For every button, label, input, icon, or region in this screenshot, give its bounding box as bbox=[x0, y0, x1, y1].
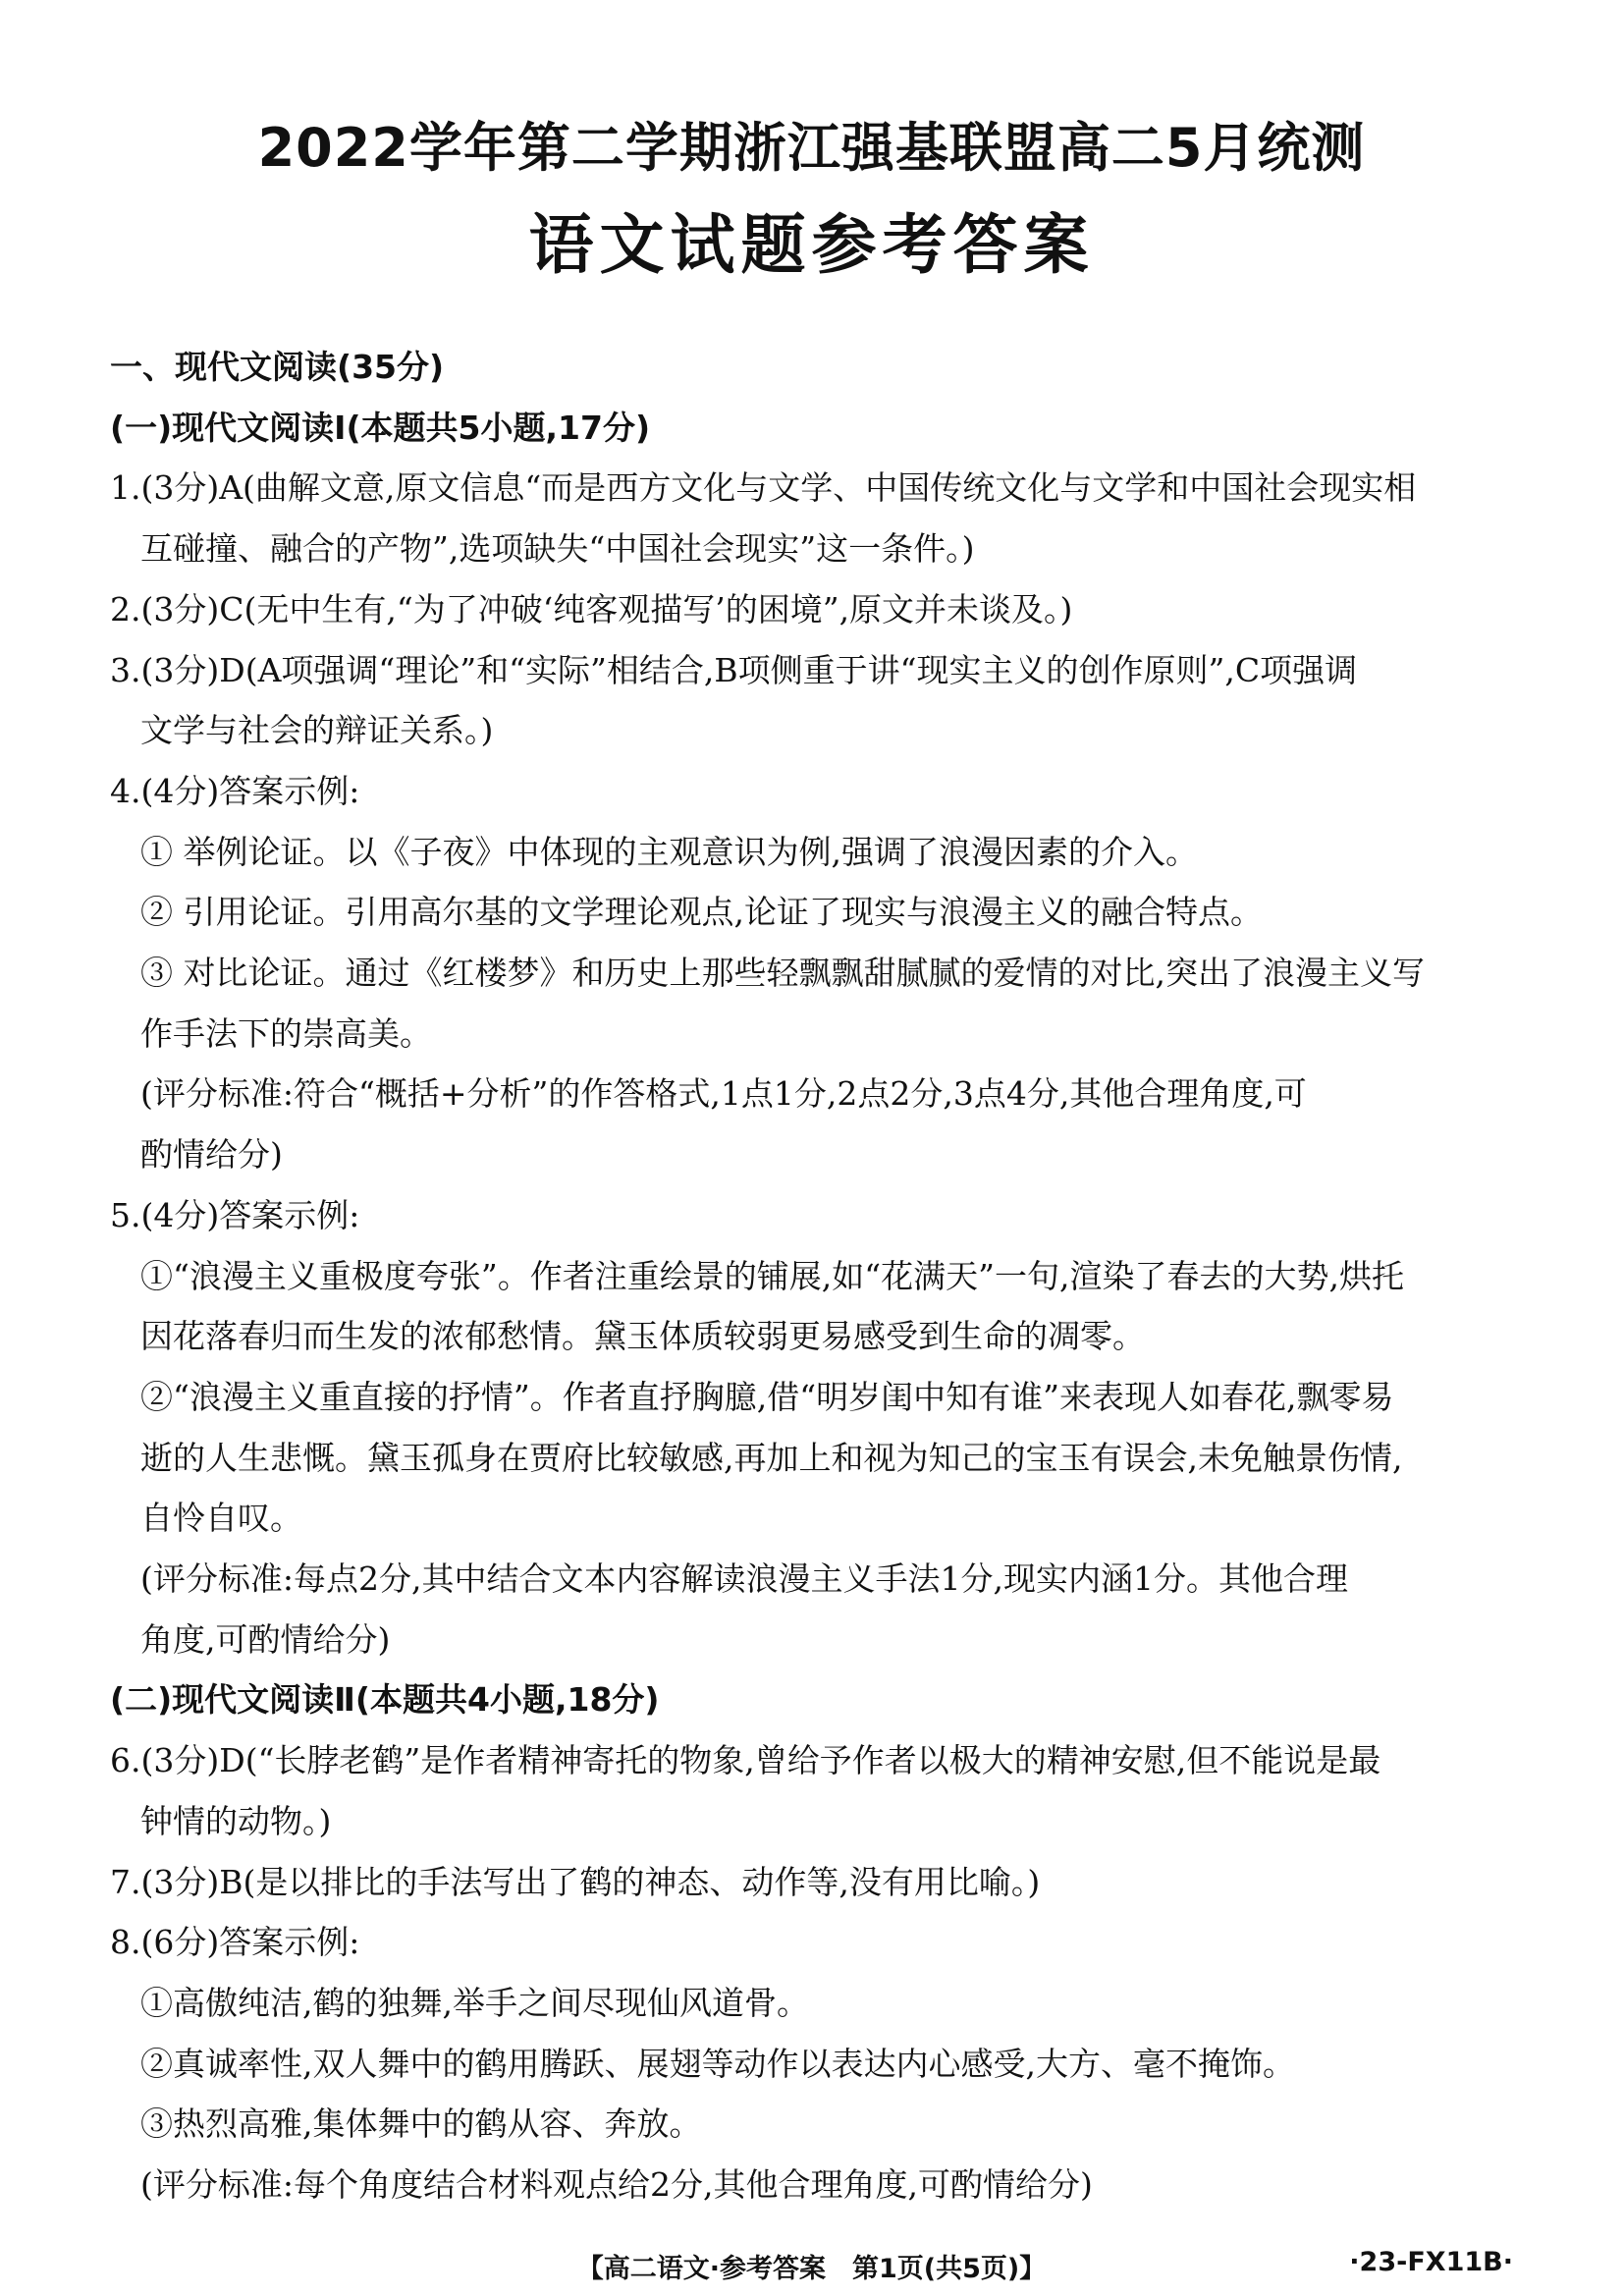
answer-continuation-line: ③ 对比论证。通过《红楼梦》和历史上那些轻飘飘甜腻腻的爱情的对比,突出了浪漫主义写 bbox=[140, 954, 1425, 992]
question-answer-line: 6.(3分)D(“长脖老鹤”是作者精神寄托的物象,曾给予作者以极大的精神安慰,但不能说是最 bbox=[110, 1741, 1381, 1779]
answer-continuation-line: 钟情的动物。) bbox=[140, 1802, 332, 1840]
answer-continuation-line: 因花落春归而生发的浓郁愁情。黛玉体质较弱更易感受到生命的凋零。 bbox=[140, 1317, 1145, 1355]
answer-continuation-line: 酌情给分) bbox=[140, 1135, 283, 1174]
section-heading: (二)现代文阅读Ⅱ(本题共4小题,18分) bbox=[110, 1680, 660, 1719]
answer-continuation-line: (评分标准:符合“概括+分析”的作答格式,1点1分,2点2分,3点4分,其他合理角度,可 bbox=[140, 1074, 1307, 1113]
answer-continuation-line: ①“浪漫主义重极度夸张”。作者注重绘景的铺展,如“花满天”一句,渲染了春去的大势,烘托 bbox=[140, 1257, 1404, 1295]
question-answer-line: 1.(3分)A(曲解文意,原文信息“而是西方文化与文学、中国传统文化与文学和中国社会现实相 bbox=[110, 468, 1417, 507]
exam-title: 2022学年第二学期浙江强基联盟高二5月统测 bbox=[257, 117, 1366, 179]
answer-continuation-line: ① 举例论证。以《子夜》中体现的主观意识为例,强调了浪漫因素的介入。 bbox=[140, 833, 1198, 871]
answer-continuation-line: 逝的人生悲慨。黛玉孤身在贾府比较敏感,再加上和视为知己的宝玉有误会,未免触景伤情, bbox=[140, 1439, 1403, 1477]
question-answer-line: 5.(4分)答案示例: bbox=[110, 1196, 360, 1234]
answer-continuation-line: 互碰撞、融合的产物”,选项缺失“中国社会现实”这一条件。) bbox=[140, 529, 975, 568]
footer-page-info: 【高二语文·参考答案 第1页(共5页)】 bbox=[576, 2254, 1047, 2284]
answer-continuation-line: ③热烈高雅,集体舞中的鹤从容、奔放。 bbox=[140, 2105, 702, 2143]
answer-continuation-line: 角度,可酌情给分) bbox=[140, 1620, 391, 1659]
section-heading: 一、现代文阅读(35分) bbox=[110, 348, 445, 386]
answer-continuation-line: 自怜自叹。 bbox=[140, 1499, 302, 1537]
question-answer-line: 2.(3分)C(无中生有,“为了冲破‘纯客观描写’的困境”,原文并未谈及。) bbox=[110, 590, 1073, 629]
answer-continuation-line: ② 引用论证。引用高尔基的文学理论观点,论证了现实与浪漫主义的融合特点。 bbox=[140, 893, 1263, 931]
answer-continuation-line: ②真诚率性,双人舞中的鹤用腾跃、展翅等动作以表达内心感受,大方、毫不掩饰。 bbox=[140, 2045, 1295, 2083]
section-heading: (一)现代文阅读Ⅰ(本题共5小题,17分) bbox=[110, 409, 651, 447]
document-title: 语文试题参考答案 bbox=[528, 207, 1095, 283]
question-answer-line: 3.(3分)D(A项强调“理论”和“实际”相结合,B项侧重于讲“现实主义的创作原则”,C项强调 bbox=[110, 651, 1358, 689]
answer-continuation-line: 文学与社会的辩证关系。) bbox=[140, 711, 494, 749]
answer-continuation-line: ①高傲纯洁,鹤的独舞,举手之间尽现仙风道骨。 bbox=[140, 1984, 809, 2022]
question-answer-line: 7.(3分)B(是以排比的手法写出了鹤的神态、动作等,没有用比喻。) bbox=[110, 1863, 1041, 1901]
question-answer-line: 8.(6分)答案示例: bbox=[110, 1923, 360, 1961]
answer-continuation-line: (评分标准:每个角度结合材料观点给2分,其他合理角度,可酌情给分) bbox=[140, 2165, 1093, 2204]
footer-code: ·23-FX11B· bbox=[1349, 2247, 1513, 2277]
question-answer-line: 4.(4分)答案示例: bbox=[110, 772, 360, 810]
answer-continuation-line: 作手法下的崇高美。 bbox=[140, 1014, 432, 1053]
answer-continuation-line: ②“浪漫主义重直接的抒情”。作者直抒胸臆,借“明岁闺中知有谁”来表现人如春花,飘零易 bbox=[140, 1378, 1394, 1416]
answer-continuation-line: (评分标准:每点2分,其中结合文本内容解读浪漫主义手法1分,现实内涵1分。其他合理 bbox=[140, 1559, 1348, 1598]
